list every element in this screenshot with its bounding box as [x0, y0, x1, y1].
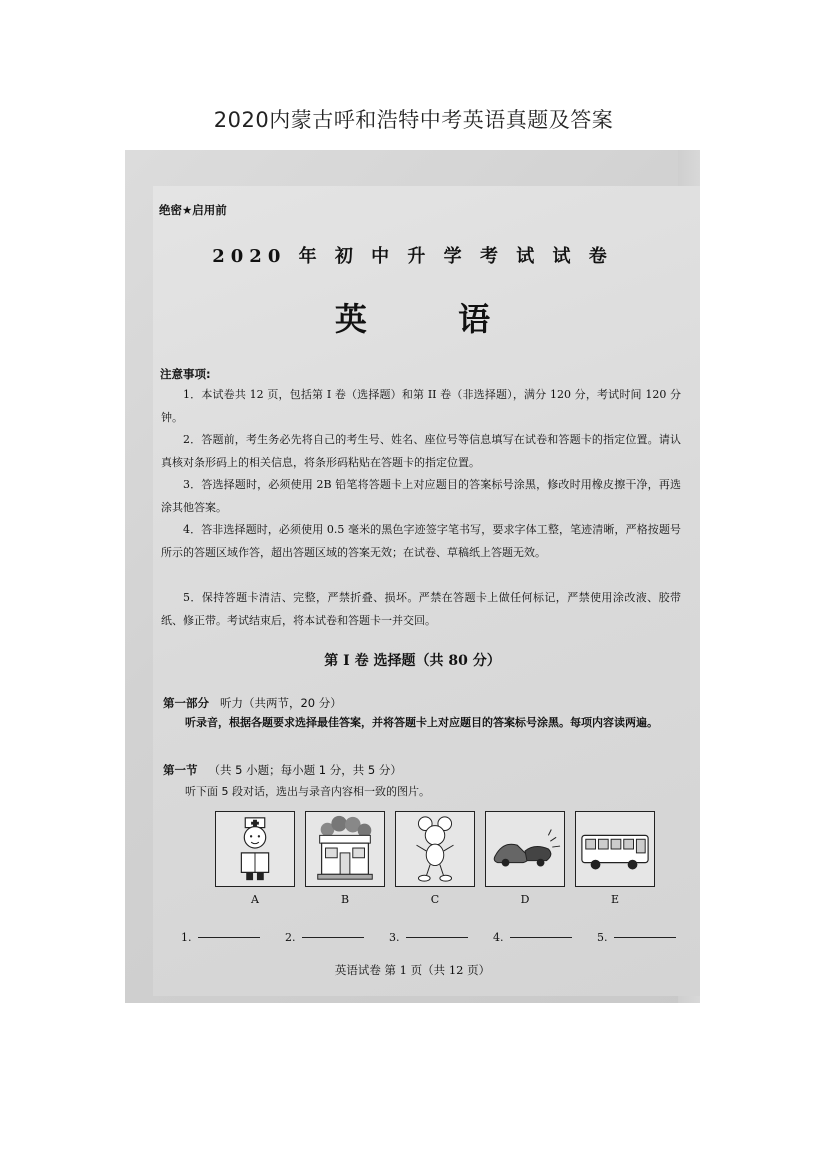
part1-title: 听力（共两节，20 分）: [219, 696, 342, 710]
answer-blank: 5.: [597, 931, 676, 944]
part1-label: 第一部分: [163, 696, 209, 710]
bus-icon: [575, 811, 655, 887]
notice-item: 2．答题前，考生务必先将自己的考生号、姓名、座位号等信息填写在试卷和答题卡的指定位置。请认真核对条形码上的相关信息，将条形码粘贴在答题卡的指定位置。: [161, 433, 681, 469]
subject-title: 英 语: [334, 300, 531, 338]
exam-paper-photo: [125, 150, 700, 1003]
picture-label: E: [610, 893, 620, 906]
section1-instruction: 听下面 5 段对话，选出与录音内容相一致的图片。: [185, 785, 430, 798]
answer-blank: 3.: [389, 931, 468, 944]
notice-item: 1．本试卷共 12 页，包括第 I 卷（选择题）和第 II 卷（非选择题），满分 120 分，考试时间 120 分钟。: [161, 388, 681, 424]
notice-item: 4．答非选择题时，必须使用 0.5 毫米的黑色字迹签字笔书写，要求字体工整，笔迹清晰，严格按题号所示的答题区域作答，超出答题区域的答案无效；在试卷、草稿纸上答题无效。: [161, 523, 681, 559]
answer-blank: 4.: [493, 931, 572, 944]
section1-heading: [163, 762, 402, 778]
picture-label: A: [251, 893, 259, 906]
notice-heading: 注意事项:: [160, 367, 211, 381]
section1-title: （共 5 小题；每小题 1 分，共 5 分）: [208, 763, 402, 777]
picture-label: C: [430, 893, 440, 906]
section-title: 第 I 卷 选择题（共 80 分）: [324, 653, 501, 669]
section1-label: 第一节: [163, 763, 198, 777]
page-footer: 英语试卷 第 1 页（共 12 页）: [334, 963, 491, 977]
flower-shop-icon: [305, 811, 385, 887]
picture-label: D: [520, 893, 530, 906]
exam-title: 2020 年 初 中 升 学 考 试 试 卷: [212, 246, 613, 267]
notice-item: 3．答选择题时，必须使用 2B 铅笔将答题卡上对应题目的答案标号涂黑，修改时用橡皮擦干净，再选涂其他答案。: [161, 478, 681, 514]
document-title: 2020内蒙古呼和浩特中考英语真题及答案: [213, 108, 614, 132]
picture-label: B: [340, 893, 350, 906]
answer-blank: 2.: [285, 931, 364, 944]
listening-instruction: 听录音，根据各题要求选择最佳答案，并将答题卡上对应题目的答案标号涂黑。每项内容读两遍。: [185, 716, 658, 729]
secret-label: 绝密★启用前: [159, 203, 227, 217]
answer-blank: 1.: [181, 931, 260, 944]
part1-heading: [163, 695, 342, 711]
mickey-mouse-icon: [395, 811, 475, 887]
car-crash-icon: [485, 811, 565, 887]
picture-options: [215, 811, 700, 891]
doctor-icon: [215, 811, 295, 887]
notice-item: 5．保持答题卡清洁、完整，严禁折叠、损坏。严禁在答题卡上做任何标记，严禁使用涂改液、胶带纸、修正带。考试结束后，将本试卷和答题卡一并交回。: [161, 591, 681, 627]
